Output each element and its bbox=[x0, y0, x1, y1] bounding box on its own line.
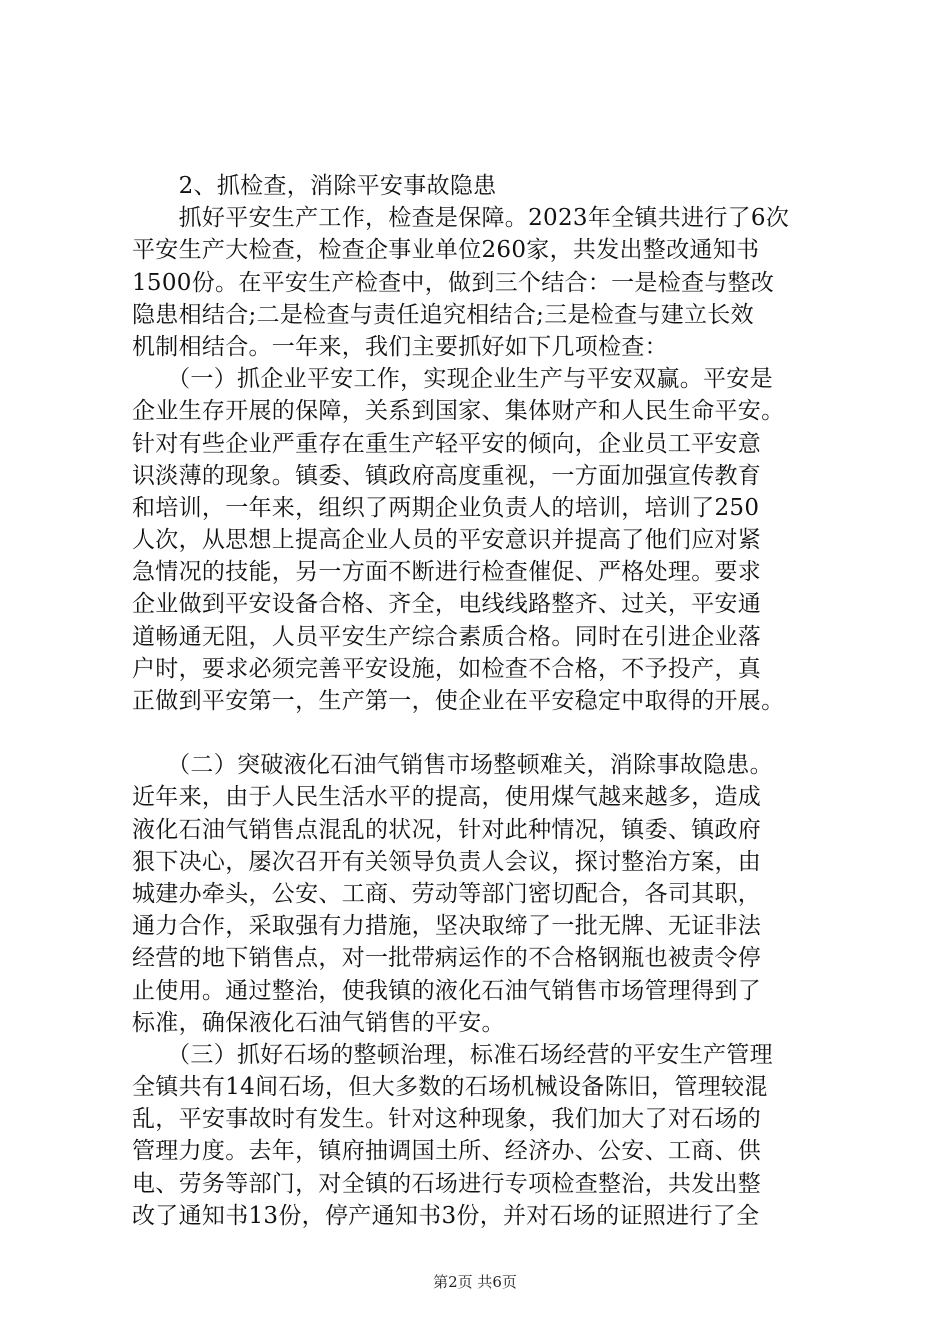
document-body bbox=[132, 170, 832, 1232]
text-line: 改了通知书13份，停产通知书3份，并对石场的证照进行了全 bbox=[132, 1202, 760, 1229]
text-line: 针对有些企业严重存在重生产轻平安的倾向，企业员工平安意 bbox=[132, 430, 762, 457]
text-line: （一）抓企业平安工作，实现企业生产与平安双赢。平安是 bbox=[132, 366, 773, 393]
text-line: 全镇共有14间石场，但大多数的石场机械设备陈旧，管理较混 bbox=[132, 1074, 768, 1101]
text-line: 户时，要求必须完善平安设施，如检查不合格，不予投产，真 bbox=[132, 655, 762, 682]
text-line: 正做到平安第一，生产第一，使企业在平安稳定中取得的开展。 bbox=[132, 688, 785, 714]
text-line: 机制相结合。一年来，我们主要抓好如下几项检查： bbox=[132, 333, 668, 360]
text-line: 道畅通无阻，人员平安生产综合素质合格。同时在引进企业落 bbox=[132, 623, 762, 650]
text-line: 管理力度。去年，镇府抽调国土所、经济办、公安、工商、供 bbox=[132, 1138, 762, 1165]
text-line: 抓好平安生产工作，检查是保障。2023年全镇共进行了6次 bbox=[132, 205, 790, 232]
text-line: 和培训，一年来，组织了两期企业负责人的培训，培训了250 bbox=[132, 494, 760, 521]
text-line: 平安生产大检查，检查企事业单位260家，共发出整改通知书 bbox=[132, 237, 760, 264]
text-line: 城建办牵头，公安、工商、劳动等部门密切配合，各司其职， bbox=[132, 880, 762, 907]
page-number-footer: 第2页 共6页 bbox=[433, 1273, 517, 1291]
text-line: 经营的地下销售点，对一批带病运作的不合格钢瓶也被责令停 bbox=[132, 945, 762, 972]
text-line: 近年来，由于人民生活水平的提高，使用煤气越来越多，造成 bbox=[132, 784, 762, 811]
text-line: 止使用。通过整治，使我镇的液化石油气销售市场管理得到了 bbox=[132, 977, 762, 1004]
text-line: 急情况的技能，另一方面不断进行检查催促、严格处理。要求 bbox=[132, 559, 762, 586]
section-heading: 2、抓检查，消除平安事故隐患 bbox=[132, 173, 497, 199]
text-line: 隐患相结合;二是检查与责任追究相结合;三是检查与建立长效 bbox=[132, 301, 754, 328]
text-block-2 bbox=[132, 749, 832, 1232]
text-line: 1500份。在平安生产检查中，做到三个结合：一是检查与整改 bbox=[132, 269, 775, 296]
text-line: 电、劳务等部门，对全镇的石场进行专项检查整治，共发出整 bbox=[132, 1170, 762, 1197]
text-line: 液化石油气销售点混乱的状况，针对此种情况，镇委、镇政府 bbox=[132, 816, 762, 843]
text-line: 识淡薄的现象。镇委、镇政府高度重视，一方面加强宣传教育 bbox=[132, 462, 762, 489]
text-line: （三）抓好石场的整顿治理，标准石场经营的平安生产管理 bbox=[132, 1041, 773, 1068]
text-line: 乱，平安事故时有发生。针对这种现象，我们加大了对石场的 bbox=[132, 1106, 762, 1133]
text-line: 标准，确保液化石油气销售的平安。 bbox=[132, 1009, 505, 1036]
text-line: （二）突破液化石油气销售市场整顿难关，消除事故隐患。 bbox=[132, 752, 773, 779]
text-block-1 bbox=[132, 170, 832, 717]
text-line: 企业生存开展的保障，关系到国家、集体财产和人民生命平安。 bbox=[132, 398, 785, 425]
paragraph-gap bbox=[132, 717, 832, 749]
text-line: 通力合作，采取强有力措施，坚决取缔了一批无牌、无证非法 bbox=[132, 913, 762, 940]
text-line: 狠下决心，屡次召开有关领导负责人会议，探讨整治方案，由 bbox=[132, 848, 762, 875]
text-line: 企业做到平安设备合格、齐全，电线线路整齐、过关，平安通 bbox=[132, 591, 762, 618]
text-line: 人次，从思想上提高企业人员的平安意识并提高了他们应对紧 bbox=[132, 527, 762, 554]
